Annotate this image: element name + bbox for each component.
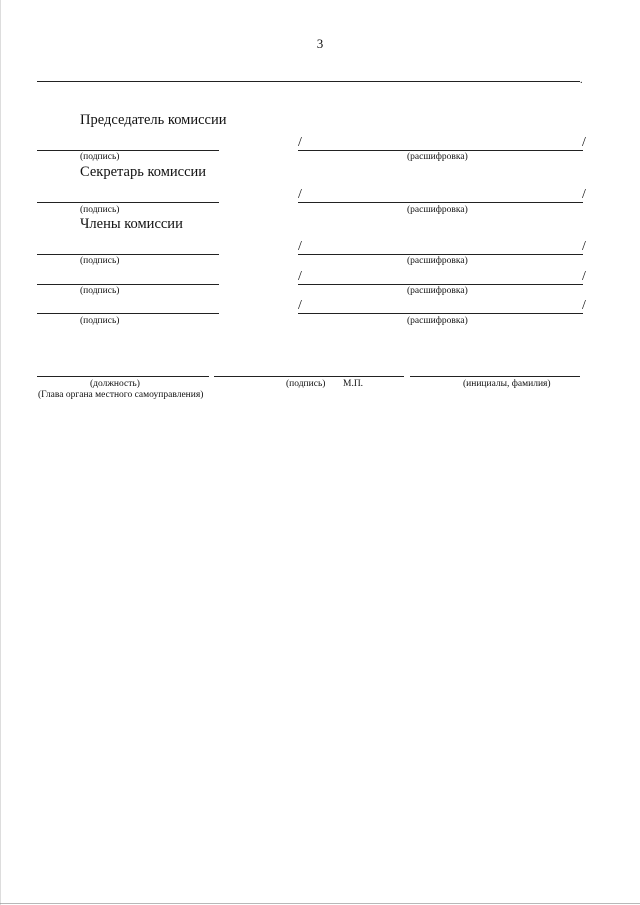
secretary-decode-line: [298, 202, 583, 203]
head-stamp-caption: М.П.: [343, 379, 364, 389]
head-signature-caption: (подпись): [286, 379, 326, 389]
member-1-slash-right: /: [582, 239, 586, 254]
member-3-signature-caption: (подпись): [80, 316, 120, 326]
member-3-decode-caption: (расшифровка): [407, 316, 468, 326]
member-1-signature-caption: (подпись): [80, 256, 120, 266]
member-1-decode-caption: (расшифровка): [407, 256, 468, 266]
chairman-decode-line: [298, 150, 583, 151]
head-name-line: [410, 376, 580, 377]
member-1-slash-left: /: [298, 239, 302, 254]
member-2-slash-left: /: [298, 269, 302, 284]
top-rule-mark: .: [580, 75, 583, 86]
chairman-signature-line: [37, 150, 219, 151]
top-rule: [37, 81, 580, 82]
member-1-signature-line: [37, 254, 219, 255]
member-2-decode-caption: (расшифровка): [407, 286, 468, 296]
member-2-signature-caption: (подпись): [80, 286, 120, 296]
page-number: 3: [316, 36, 324, 51]
chairman-slash-right: /: [582, 135, 586, 150]
member-3-slash-right: /: [582, 298, 586, 313]
chairman-signature-caption: (подпись): [80, 152, 120, 162]
head-signature-line: [214, 376, 404, 377]
secretary-title: Секретарь комиссии: [80, 164, 207, 180]
secretary-signature-line: [37, 202, 219, 203]
head-position-line: [37, 376, 209, 377]
chairman-decode-caption: (расшифровка): [407, 152, 468, 162]
chairman-slash-left: /: [298, 135, 302, 150]
secretary-signature-caption: (подпись): [80, 205, 120, 215]
head-role-note: (Глава органа местного самоуправления): [38, 390, 204, 400]
member-2-decode-line: [298, 284, 583, 285]
member-3-decode-line: [298, 313, 583, 314]
secretary-slash-right: /: [582, 187, 586, 202]
head-name-caption: (инициалы, фамилия): [463, 379, 551, 389]
left-scan-edge: [0, 0, 1, 905]
chairman-title: Председатель комиссии: [80, 112, 227, 128]
bottom-scan-edge: [0, 903, 640, 904]
member-1-decode-line: [298, 254, 583, 255]
secretary-decode-caption: (расшифровка): [407, 205, 468, 215]
member-3-slash-left: /: [298, 298, 302, 313]
head-position-caption: (должность): [90, 379, 140, 389]
secretary-slash-left: /: [298, 187, 302, 202]
members-title: Члены комиссии: [80, 216, 183, 232]
member-3-signature-line: [37, 313, 219, 314]
member-2-signature-line: [37, 284, 219, 285]
member-2-slash-right: /: [582, 269, 586, 284]
